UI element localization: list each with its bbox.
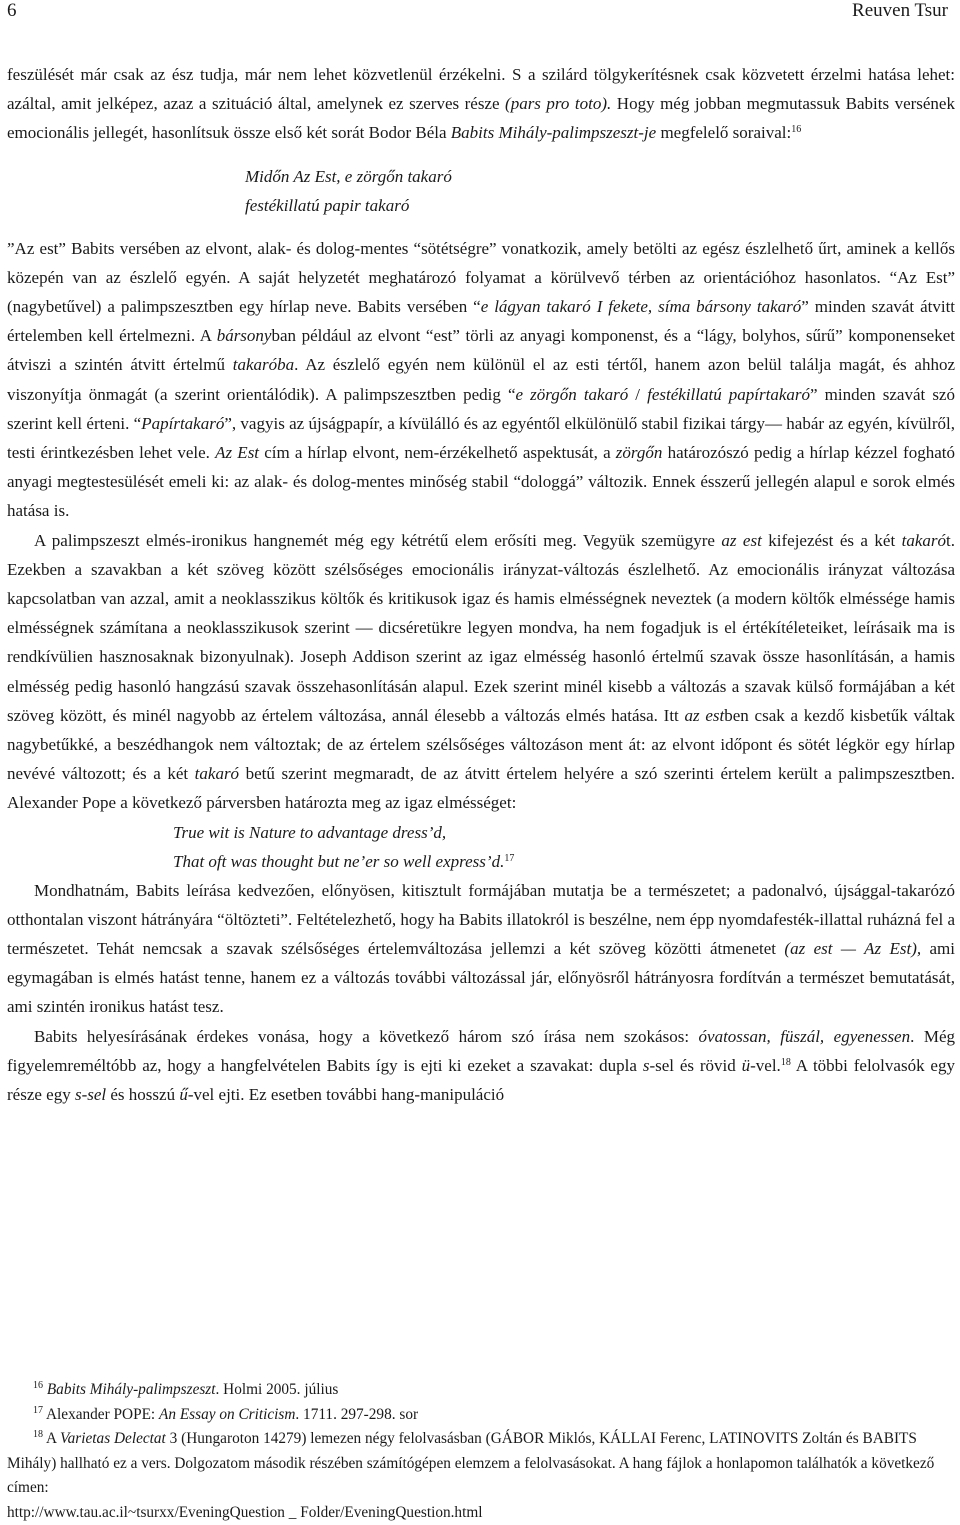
footnotes [7,1378,955,1525]
text: ”Az est” Babits versében az elvont, alak- és dolog-mentes “sötétségre” vonatkozik, amely betölti az egész észlelhető űrt, aminek a kellős közepén van az észlelő egyén. A saját helyzetét meghatározó folyamat a körülvevő térben az orientációhoz hasonlatos. “Az Est” (nagybetűvel) a palimpszesztben egy hírlap neve. Babits versében “ [7,238,955,317]
text: Alexander POPE: [45,1405,159,1423]
footnote-number: 18 [33,1429,43,1440]
italic-title: Babits Mihály-palimpszeszt-je [450,123,657,143]
verse-line: Midőn Az Est, e zörgőn takaró [245,166,452,186]
italic-text: az est [721,530,762,550]
verse-line: True wit is Nature to advantage dress’d, [173,822,447,842]
text: Mondhatnám, Babits leírása kedvezően, előnyösen, kitisztult formájában mutatja be a természetet; a padonalvó, újsággal-takarózó otthontalan viszont hátrányára “öltözteti”. Feltételezhető, hogy ha Babits illatokról is beszélne, nem épp nyomdafesték-illattal ruházná fel a természetet. Tehát nemcsak a szavak szélsőséges értelemváltozása jellemzi a két szöveg közötti átmenetet [7,880,955,959]
text: és hosszú [106,1085,180,1105]
italic-text: takaró [194,764,240,784]
running-head-author: Reuven Tsur [852,0,948,21]
url-link[interactable]: http://www.tau.ac.il~tsurxx/EveningQuestion _ Folder/EveningQuestion.html [7,1503,483,1521]
footnote-ref-16: 16 [791,124,802,136]
footnote-ref-17: 17 [504,852,515,864]
text: Babits helyesírásának érdekes vonása, hogy a következő három szó írása nem szokásos: [34,1026,699,1046]
italic-title: Babits Mihály-palimpszeszt [46,1381,216,1398]
footnote-17 [7,1403,955,1428]
text: megfelelő soraival: [656,123,792,143]
text: 3 (Hungaroton 14279) lemezen négy felolvasásban (GÁBOR Miklós, KÁLLAI Ferenc, LATINOVITS Zoltán és BABITS Mihály) hallható ez a vers. Dolgozatom második részében számítógépen elemzem a felolvasásokat. A hang fájlok a honlapomon találhatók a következő címen: [7,1430,935,1496]
italic-text: ű [179,1085,188,1105]
italic-text: takaró [901,530,947,550]
italic-text: (az est — Az Est), [784,939,922,959]
text: Hogy még jobban megmutassuk Babits versének emocionális jellegét, hasonlítsuk össze első két sorát Bodor Béla [7,94,955,143]
paragraph-1 [7,60,955,148]
text: / [628,384,648,404]
italic-title: An Essay on Criticism [159,1405,296,1423]
text: A palimpszeszt elmés-ironikus hangnemét még egy kétrétű elem erősíti meg. Vegyük szemügyre [34,530,722,550]
text: . Az észlelő egyén nem különül el az esti tértől, hanem azon belül találja magát, és ahhoz viszonyítja önmagát (a szerint orientálódik). A palimpszesztben pedig “ [7,355,956,404]
text: -vel ejti. Ez esetben további hang-manipuláció [187,1085,505,1105]
quoted-verse-2 [173,818,955,876]
text: ban például az elvont “est” törli az anyagi komponenst, és a “lágy, bolyhos, sűrű” komponenseket átviszi a szintén átvitt értelmű [7,326,955,375]
text: . Holmi 2005. július [215,1381,339,1398]
footnote-number: 17 [33,1404,43,1416]
body-text [7,60,955,1109]
text: határozószó pedig a hírlap kézzel fogható anyagi megtestesülését emeli ki: az alak- és dolog-mentes minőség stabil “dologgá” változik. Ennek ésszerű jellegén alapul e sorok elmés hatása is. [7,443,955,521]
paragraph-5 [7,1022,955,1110]
page-header [0,0,960,30]
text: feszülését már csak az ész tudja, már nem lehet közvetlenül érzékelni. S a szilárd tölgykerítésnek csak közvetett érzelmi hatása lehet: azáltal, amit jelképez, azaz a szituáció által, amelynek ez szerves része [7,65,955,114]
italic-text: takaróba [232,355,295,375]
quoted-verse-1 [245,162,955,220]
italic-text: óvatossan, füszál, egyenessen [698,1026,911,1046]
italic-text: zörgőn [615,443,663,463]
text: -vel. [750,1055,781,1075]
italic-text: Az Est [215,443,260,463]
italic-text: ü [741,1055,751,1075]
text: ” minden szavát szó szerint kell érteni. “ [7,384,955,433]
text: ben csak a kezdő kisbetűk váltak nagybetűkké, a beszédhangok nem változtak; de az értelem szélsőséges változáson ment át: az elvont időpont és sötét légkör egy hírlap nevévé változott; és a két [7,705,955,784]
text: . 1711. 297-298. sor [295,1405,419,1423]
footnote-16 [7,1378,955,1403]
verse-line: That oft was thought but ne’er so well express’d. [173,851,505,871]
text: A többi felolvasók egy része egy [7,1055,955,1105]
text: ”, vagyis az újságpapír, a kívülálló és az egyéntől elkülönülő stabil fizikai tárgy— habár az egyén, kívülről, testi érintkezésben lehet vele. [7,413,955,463]
italic-text: s-sel [74,1085,107,1105]
italic-text: (pars pro toto). [505,94,612,114]
italic-text: az est [684,705,725,725]
text: -sel és rövid [649,1055,742,1075]
text: ” minden szavát átvitt értelemben kell értelmezni. A [7,297,956,346]
paragraph-4 [7,876,955,1022]
paragraph-3 [7,526,955,818]
italic-text: festékillatú papírtakaró [647,384,811,404]
footnote-18 [7,1427,955,1501]
text: ami egymagában is elmés hatást tenne, hanem ez a változás további változással jár, előnyösről hátrányosra fordítván a természet bemutatását, ami szintén ironikus hatást tesz. [7,939,955,1017]
verse-line: festékillatú papir takaró [245,195,410,215]
text: kifejezést és a két [761,530,902,550]
text: A [45,1430,61,1447]
italic-title: Varietas Delectat [60,1430,166,1447]
footnote-number: 16 [33,1380,43,1391]
italic-text: e lágyan takaró I fekete, síma bársony takaró [480,297,802,317]
text: betű szerint megmaradt, de az átvitt értelem helyére a szó szerinti értelem került a palimpszesztben. Alexander Pope a következő párversben határozta meg az igaz elmésséget: [7,764,955,813]
italic-text: bársony [216,326,272,346]
italic-text: e zörgőn takaró [515,384,629,404]
italic-text: s [642,1055,650,1075]
footnote-url[interactable] [7,1501,955,1525]
footnote-ref-18: 18 [780,1056,791,1068]
text: t. Ezekben a szavakban a két szöveg között szélsőséges emocionális irányzat-változás észlelhető. Az emocionális irányzat változása kapcsolatban van azzal, amit a neoklasszikus költők és kritikusok igaz és hamis elmésségnek neveztek (a modern költők elméssége hamis elmésségnek számítana a neoklasszikusok szerint — dicséretükre legyen mondva, ha nem fogadjuk is el értékítéleteiket, leírásaik ma is rendkívülien hasznosaknak bizonyulnak). Joseph Addison szerint az igaz elmésség hasonló értelmű szavak össze hasonlításán, a hamis elmésség pedig hasonló hangzású szavak összehasonlításán alapul. Ezek szerint minél kisebb a változás a szavak külső formájában a két szöveg között, és minél nagyobb az értelem változása, annál élesebb a változás elmés hatása. Itt [7,530,956,725]
text: . Még figyelemreméltóbb az, hogy a hangfelvételen Babits így is ejti ki ezeket a szavakat: dupla [7,1026,955,1075]
italic-text: Papírtakaró [141,413,225,433]
text: cím a hírlap elvont, nem-érzékelhető aspektusát, a [259,443,616,463]
paragraph-2 [7,234,955,526]
page-number: 6 [7,0,17,21]
